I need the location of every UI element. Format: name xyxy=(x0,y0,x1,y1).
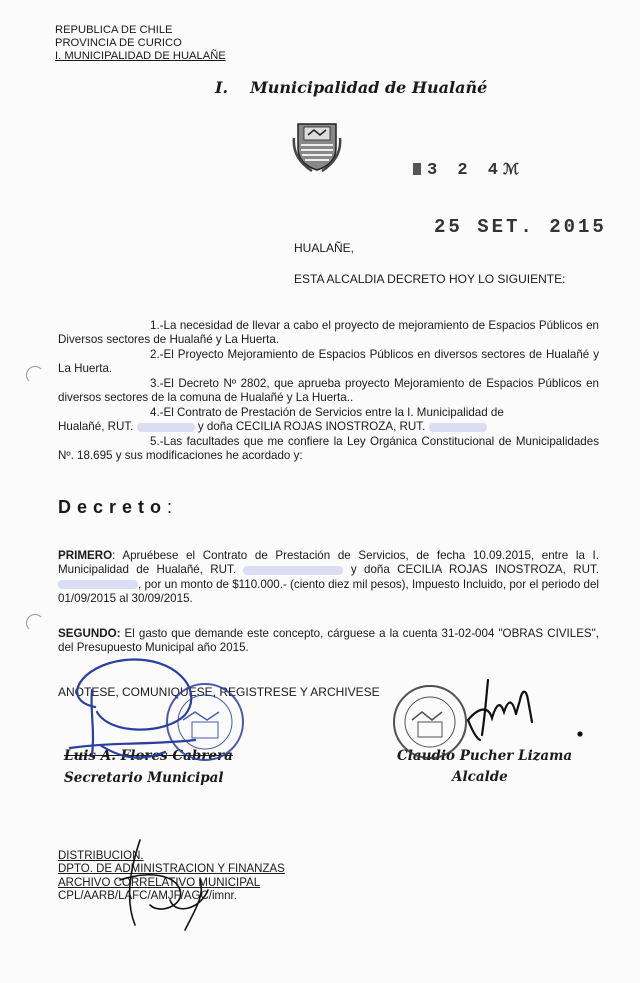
distribution-list xyxy=(58,850,285,903)
article-label: PRIMERO xyxy=(58,549,113,562)
mayor-signature-icon xyxy=(468,680,582,740)
considerando-5: 5.-Las facultades que me confiere la Ley Orgánica Constitucional de Municipalidades Nº. 18.695 y sus modificaciones he acordado y: xyxy=(58,435,599,463)
decree-number: 3 2 4 xyxy=(427,161,504,180)
distribution-item: DPTO. DE ADMINISTRACION Y FINANZAS xyxy=(58,863,285,876)
distribution-initials: CPL/AARB/LAFC/AMJF/AGC/imnr. xyxy=(58,889,237,902)
redacted-rut xyxy=(243,566,343,575)
closing-formula: ANOTESE, COMUNIQUESE, REGISTRESE Y ARCHIVESE xyxy=(58,685,380,699)
header-country: REPUBLICA DE CHILE xyxy=(55,24,173,36)
considerando-3: 3.-El Decreto Nº 2802, que aprueba proyecto Mejoramiento de Espacios Públicos en diversos sectores de la comuna de Hualañé y La Huerta.. xyxy=(58,377,599,405)
article-label: SEGUNDO: xyxy=(58,627,121,640)
redacted-rut xyxy=(58,580,138,589)
place: HUALAÑE, xyxy=(294,241,355,255)
considerando-1: 1.-La necesidad de llevar a cabo el proyecto de mejoramiento de Espacios Públicos en Diversos sectores de Hualañé y La Huerta. xyxy=(58,319,599,347)
letterhead-prefix: I. xyxy=(215,78,229,97)
decree-number-stamp: 3 2 4ℳ xyxy=(413,160,519,180)
letterhead-name: Municipalidad de Hualañé xyxy=(250,78,488,97)
decree-date-stamp: 25 SET. 2015 xyxy=(434,216,607,238)
letterhead-title xyxy=(215,78,487,97)
secretary-name: Luis A. Flores Cabrera xyxy=(64,748,233,764)
intro-line: ESTA ALCALDIA DECRETO HOY LO SIGUIENTE: xyxy=(294,272,566,286)
header-province: PROVINCIA DE CURICO xyxy=(55,37,182,49)
punch-hole-icon xyxy=(26,366,44,384)
mayor-name: Claudio Pucher Lizama xyxy=(397,748,573,764)
decreto-title: Decreto: xyxy=(58,497,173,517)
redacted-rut xyxy=(429,423,487,432)
considerando-2: 2.-El Proyecto Mejoramiento de Espacios Públicos en diversos sectores de Hualañé y La Huerta. xyxy=(58,348,599,376)
document-header xyxy=(55,24,226,63)
punch-hole-icon xyxy=(26,614,44,632)
mayor-title: Alcalde xyxy=(452,769,508,785)
article-segundo: SEGUNDO: El gasto que demande este concepto, cárguese a la cuenta 31-02-004 "OBRAS CIVILES", del Presupuesto Municipal año 2015. xyxy=(58,627,599,655)
distribution-title: DISTRIBUCION. xyxy=(58,850,144,862)
considerando-4: 4.-El Contrato de Prestación de Servicios entre la I. Municipalidad de Hualañé, RUT. y doña CECILIA ROJAS INOSTROZA, RUT. xyxy=(58,406,504,434)
secretary-title: Secretario Municipal xyxy=(64,770,224,786)
distribution-item: ARCHIVO CORRELATIVO MUNICIPAL xyxy=(58,876,261,889)
coat-of-arms-icon xyxy=(292,118,342,172)
header-municipality: I. MUNICIPALIDAD DE HUALAÑE xyxy=(55,50,226,62)
secretary-signature-icon xyxy=(70,660,195,758)
redacted-rut xyxy=(137,423,195,432)
stamp-mark-icon xyxy=(413,163,421,175)
article-primero: PRIMERO: Apruébese el Contrato de Prestación de Servicios, de fecha 10.09.2015, entre la I. Municipalidad de Hualañé, RUT. y doña CECILIA ROJAS INOSTROZA, RUT. , por un monto de $110.000.- (ciento diez mil pesos), Impuesto Incluido, por el periodo del 01/09/2015 al 30/09/2015. xyxy=(58,549,599,606)
